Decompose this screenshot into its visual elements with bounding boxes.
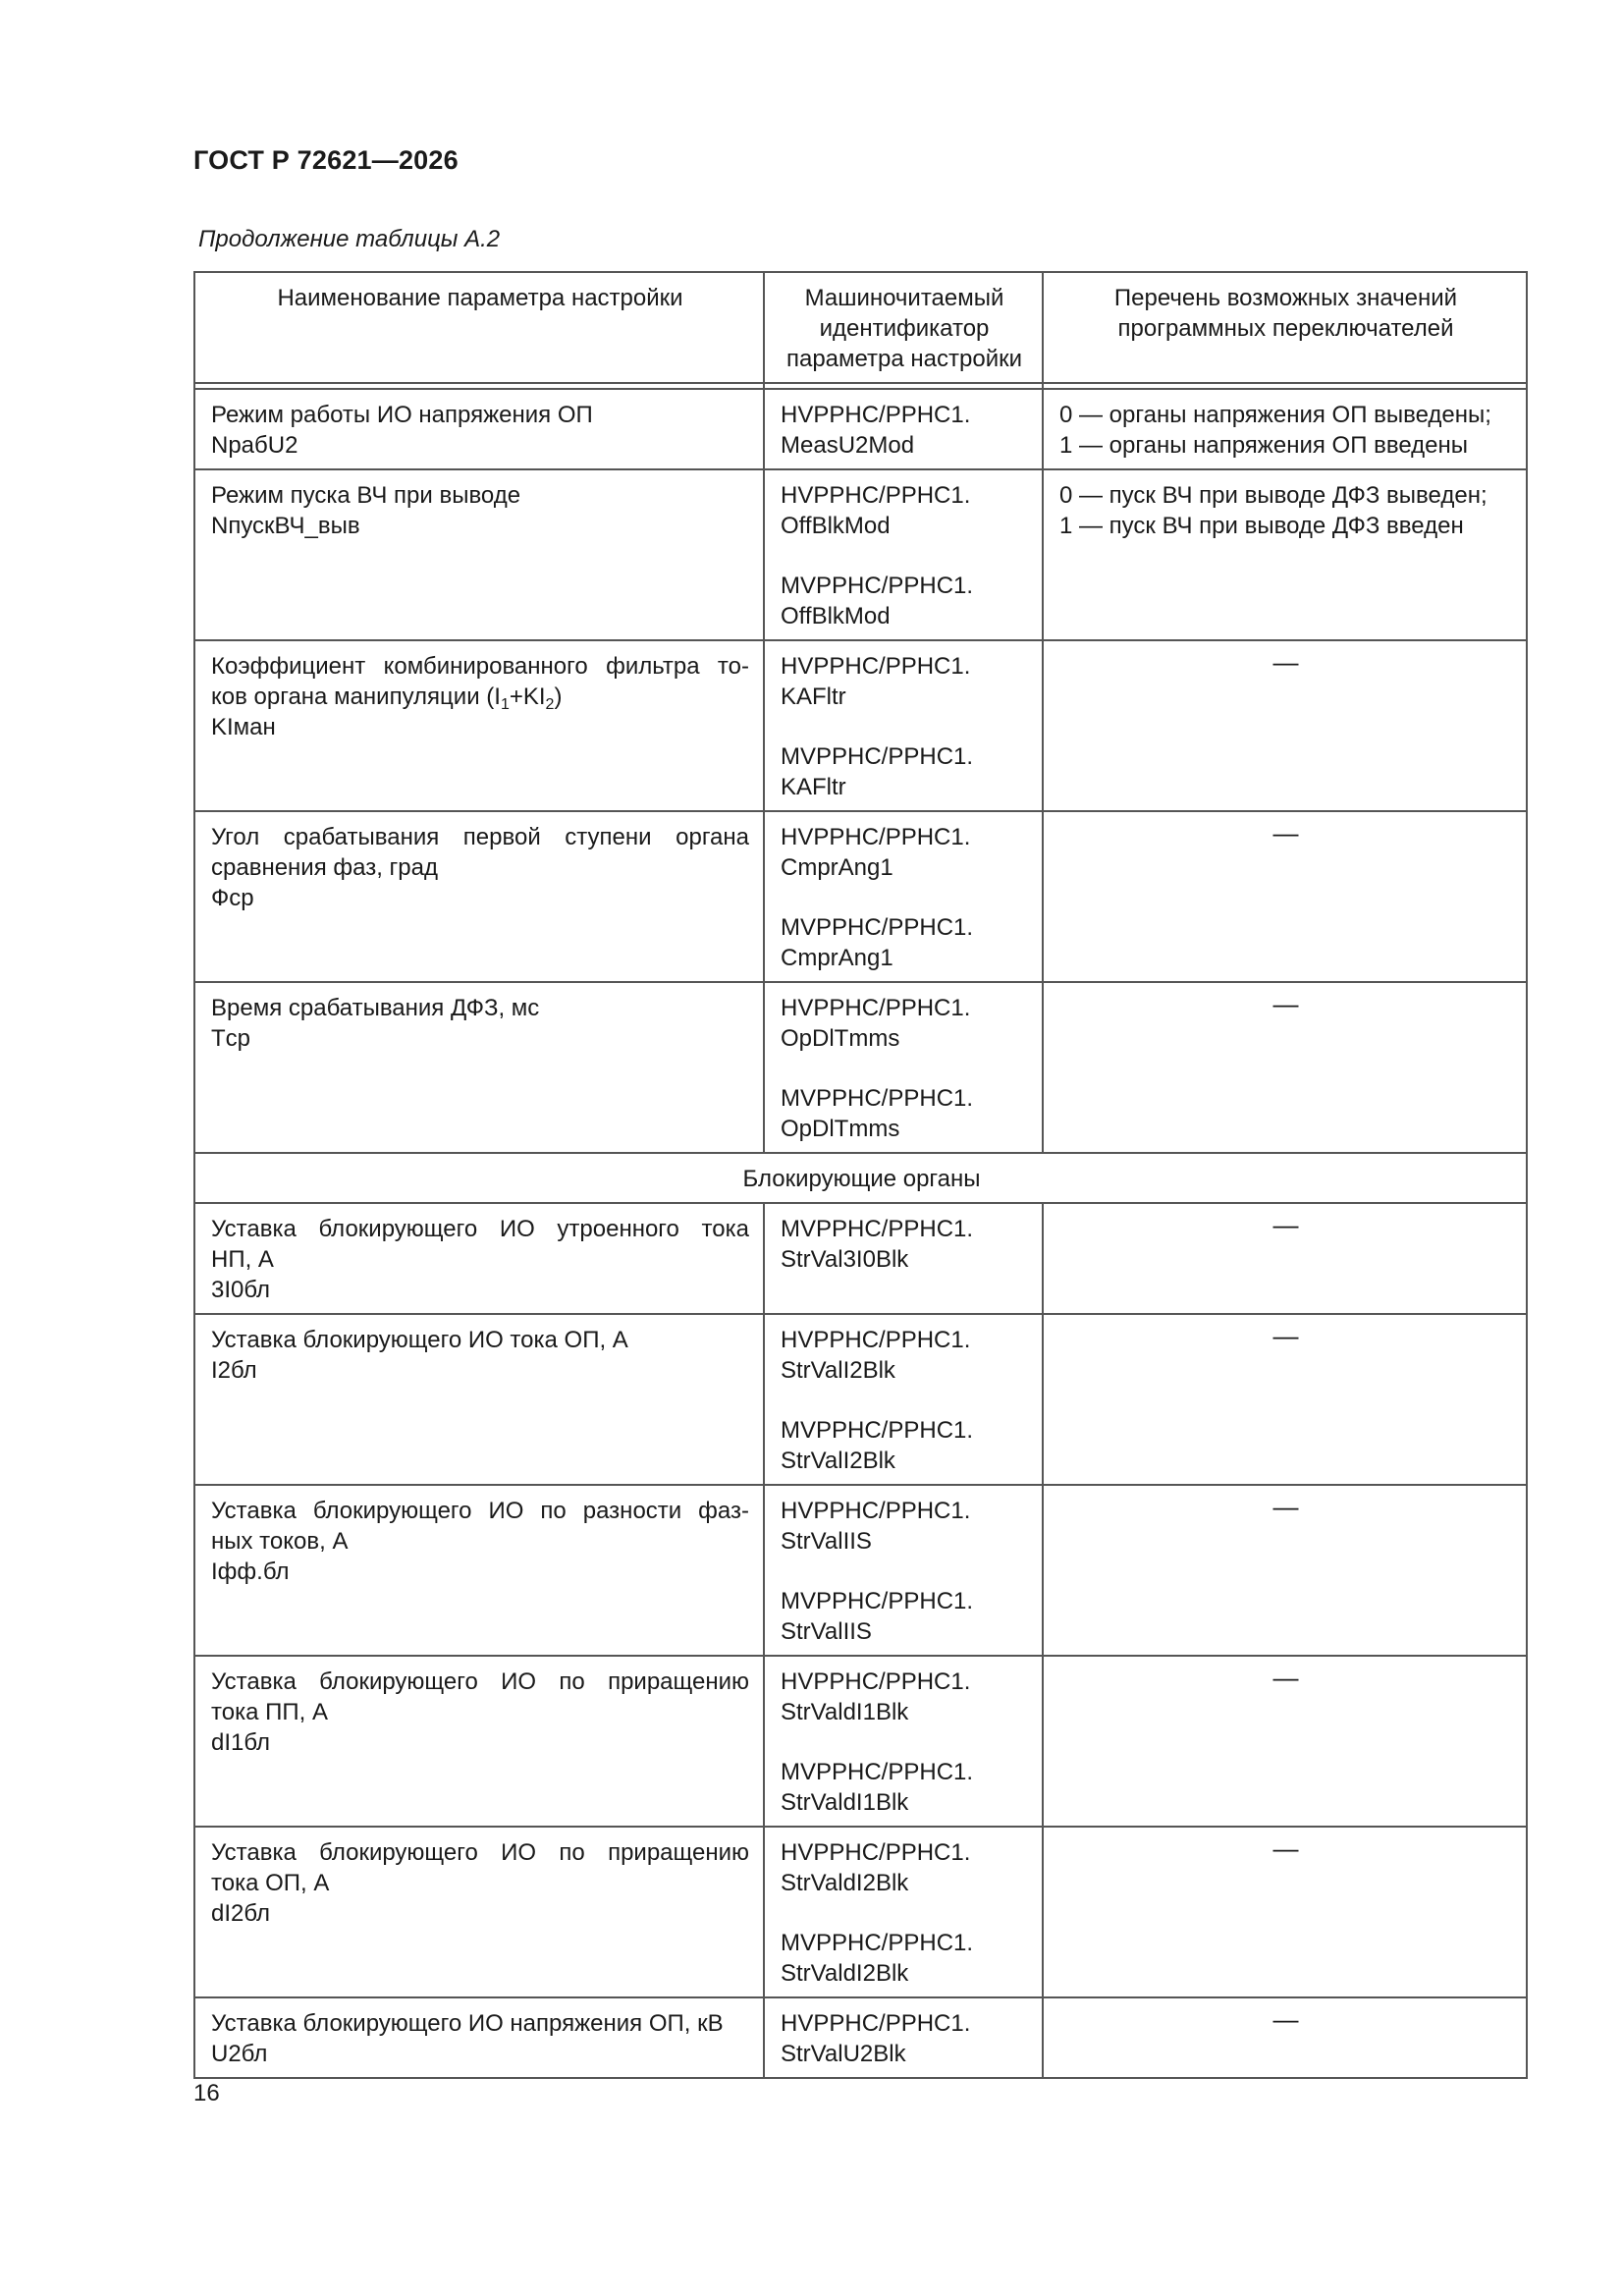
no-values-dash xyxy=(1043,1656,1527,1827)
machine-id-line: HVPPHC/PPHC1. xyxy=(781,1327,971,1353)
parameter-name-line: НП, А xyxy=(211,1246,274,1273)
header-machine-id xyxy=(764,272,1043,383)
table-body xyxy=(194,389,1527,2078)
table-head xyxy=(194,272,1527,389)
table-caption: Продолжение таблицы А.2 xyxy=(198,226,501,252)
machine-id xyxy=(781,1083,1028,1144)
machine-id xyxy=(781,651,1028,712)
header-line: параметра настройки xyxy=(785,346,1023,372)
machine-id xyxy=(781,571,1028,631)
section-title: Блокирующие органы xyxy=(194,1153,1527,1203)
possible-value-line: — xyxy=(1272,989,1299,1018)
parameter-name-line: Уставка блокирующего ИО по приращению xyxy=(211,1668,749,1695)
section-row xyxy=(194,1153,1527,1203)
machine-id-line: HVPPHC/PPHC1. xyxy=(781,995,971,1021)
machine-id-line: HVPPHC/PPHC1. xyxy=(781,653,971,680)
possible-value-line: — xyxy=(1272,1321,1299,1350)
header-line: Перечень возможных значений xyxy=(1113,285,1458,311)
table-row xyxy=(194,469,1527,640)
machine-id-line: HVPPHC/PPHC1. xyxy=(781,2010,971,2037)
header-line: идентификатор xyxy=(819,315,990,342)
machine-id xyxy=(781,741,1028,802)
parameter-name-cell xyxy=(194,811,764,982)
parameter-name-cell xyxy=(194,1485,764,1656)
parameter-code: KIман xyxy=(211,714,276,740)
machine-id-cell xyxy=(764,469,1043,640)
machine-id xyxy=(781,1415,1028,1476)
machine-id-line: MVPPHC/PPHC1. xyxy=(781,1588,974,1614)
header-line: Машиночитаемый xyxy=(804,285,1004,311)
machine-id-cell xyxy=(764,1314,1043,1485)
parameter-name-cell xyxy=(194,1656,764,1827)
machine-id-line: StrValdI2Blk xyxy=(781,1870,909,1896)
no-values-dash xyxy=(1043,1314,1527,1485)
machine-id-line: CmprAng1 xyxy=(781,945,893,971)
possible-value-line: — xyxy=(1272,1210,1299,1239)
machine-id-line: HVPPHC/PPHC1. xyxy=(781,402,971,428)
table-row xyxy=(194,1203,1527,1314)
header-line: Наименование параметра настройки xyxy=(277,285,683,311)
parameter-name-cell xyxy=(194,1203,764,1314)
formula-part: ) xyxy=(554,683,563,710)
table-row xyxy=(194,1827,1527,1997)
machine-id-line: OffBlkMod xyxy=(781,513,891,539)
machine-id-line: MVPPHC/PPHC1. xyxy=(781,743,974,770)
parameter-code: I2бл xyxy=(211,1357,257,1384)
machine-id-line: StrValIIS xyxy=(781,1618,872,1645)
possible-value-line: — xyxy=(1272,1833,1299,1863)
parameter-name-cell xyxy=(194,982,764,1153)
machine-id-line: MVPPHC/PPHC1. xyxy=(781,1930,974,1956)
machine-id-line: OpDlTmms xyxy=(781,1025,900,1052)
table-row xyxy=(194,982,1527,1153)
machine-id-line: KAFltr xyxy=(781,683,846,710)
machine-id xyxy=(781,480,1028,541)
parameter-name-cell xyxy=(194,640,764,811)
parameter-name-line: Коэффициент комбинированного фильтра то- xyxy=(211,653,749,680)
machine-id-cell xyxy=(764,982,1043,1153)
parameter-code: Iфф.бл xyxy=(211,1558,290,1585)
machine-id-cell xyxy=(764,1827,1043,1997)
parameter-name-line: тока ПП, А xyxy=(211,1699,328,1725)
machine-id-line: StrValIIS xyxy=(781,1528,872,1555)
machine-id-line: MVPPHC/PPHC1. xyxy=(781,573,974,599)
parameter-name-line: Уставка блокирующего ИО по приращению xyxy=(211,1839,749,1866)
parameter-name-line: сравнения фаз, град xyxy=(211,854,438,881)
possible-value-line: — xyxy=(1272,647,1299,677)
machine-id xyxy=(781,1325,1028,1386)
machine-id xyxy=(781,912,1028,973)
document-header: ГОСТ Р 72621—2026 xyxy=(193,145,459,175)
machine-id-line: MVPPHC/PPHC1. xyxy=(781,1216,974,1242)
header-row xyxy=(194,272,1527,383)
machine-id xyxy=(781,1496,1028,1557)
possible-value-line: 1 — органы напряжения ОП введены xyxy=(1059,432,1469,459)
table-row xyxy=(194,640,1527,811)
no-values-dash xyxy=(1043,811,1527,982)
machine-id-cell xyxy=(764,640,1043,811)
machine-id-line: StrValdI2Blk xyxy=(781,1960,909,1987)
possible-values-cell xyxy=(1043,469,1527,640)
machine-id xyxy=(781,2008,1028,2069)
no-values-dash xyxy=(1043,982,1527,1153)
parameter-code: NпускВЧ_выв xyxy=(211,513,360,539)
parameter-code: dI1бл xyxy=(211,1729,271,1756)
table-row xyxy=(194,1485,1527,1656)
header-parameter-name xyxy=(194,272,764,383)
parameter-name-line: ных токов, А xyxy=(211,1528,349,1555)
table-row xyxy=(194,389,1527,469)
parameter-code: Фср xyxy=(211,885,254,911)
machine-id-line: StrValI2Blk xyxy=(781,1448,895,1474)
parameter-code: Tср xyxy=(211,1025,251,1052)
parameter-name-line: Угол срабатывания первой ступени органа xyxy=(211,824,749,850)
machine-id-line: StrValI2Blk xyxy=(781,1357,895,1384)
machine-id-line: KAFltr xyxy=(781,774,846,800)
machine-id-line: HVPPHC/PPHC1. xyxy=(781,824,971,850)
parameter-name-line: Режим работы ИО напряжения ОП xyxy=(211,402,593,428)
machine-id-line: MeasU2Mod xyxy=(781,432,915,459)
machine-id xyxy=(781,1837,1028,1898)
machine-id-cell xyxy=(764,1203,1043,1314)
machine-id-line: StrValdI1Blk xyxy=(781,1789,909,1816)
parameter-name-line: Уставка блокирующего ИО по разности фаз- xyxy=(211,1498,749,1524)
machine-id-line: HVPPHC/PPHC1. xyxy=(781,482,971,509)
possible-value-line: — xyxy=(1272,1492,1299,1521)
possible-value-line: 0 — пуск ВЧ при выводе ДФЗ выведен; xyxy=(1059,482,1488,509)
parameter-code: NрабU2 xyxy=(211,432,298,459)
subscript: 2 xyxy=(545,696,555,713)
possible-value-line: — xyxy=(1272,818,1299,847)
parameter-name-cell xyxy=(194,469,764,640)
table-row xyxy=(194,811,1527,982)
parameter-name-line: Уставка блокирующего ИО тока ОП, А xyxy=(211,1327,628,1353)
machine-id xyxy=(781,822,1028,883)
machine-id xyxy=(781,1757,1028,1818)
machine-id-line: OffBlkMod xyxy=(781,603,891,629)
formula-part: +KI xyxy=(509,683,546,710)
parameter-name-line: Уставка блокирующего ИО напряжения ОП, кВ xyxy=(211,2010,724,2037)
machine-id xyxy=(781,400,1028,461)
settings-table xyxy=(193,271,1528,2079)
machine-id-line: HVPPHC/PPHC1. xyxy=(781,1668,971,1695)
parameter-code: 3I0бл xyxy=(211,1277,271,1303)
parameter-name-cell xyxy=(194,389,764,469)
possible-values-cell xyxy=(1043,389,1527,469)
header-possible-values xyxy=(1043,272,1527,383)
machine-id-line: StrVal3I0Blk xyxy=(781,1246,909,1273)
possible-value-line: 1 — пуск ВЧ при выводе ДФЗ введен xyxy=(1059,513,1464,539)
parameter-name-cell xyxy=(194,1827,764,1997)
machine-id-line: CmprAng1 xyxy=(781,854,893,881)
subscript: 1 xyxy=(500,696,510,713)
possible-value-line: — xyxy=(1272,1663,1299,1692)
table-row xyxy=(194,1656,1527,1827)
parameter-code: U2бл xyxy=(211,2041,268,2067)
no-values-dash xyxy=(1043,1997,1527,2078)
no-values-dash xyxy=(1043,640,1527,811)
machine-id-line: MVPPHC/PPHC1. xyxy=(781,1759,974,1785)
table-row xyxy=(194,1997,1527,2078)
possible-value-line: 0 — органы напряжения ОП выведены; xyxy=(1059,402,1491,428)
no-values-dash xyxy=(1043,1485,1527,1656)
possible-value-line: — xyxy=(1272,2004,1299,2034)
machine-id-line: OpDlTmms xyxy=(781,1116,900,1142)
machine-id-line: MVPPHC/PPHC1. xyxy=(781,914,974,941)
parameter-name-line: Режим пуска ВЧ при выводе xyxy=(211,482,521,509)
parameter-name-cell xyxy=(194,1314,764,1485)
machine-id-line: StrValU2Blk xyxy=(781,2041,906,2067)
machine-id xyxy=(781,993,1028,1054)
machine-id-cell xyxy=(764,389,1043,469)
machine-id-line: MVPPHC/PPHC1. xyxy=(781,1417,974,1444)
parameter-name-cell xyxy=(194,1997,764,2078)
no-values-dash xyxy=(1043,1203,1527,1314)
machine-id xyxy=(781,1214,1028,1275)
machine-id-line: MVPPHC/PPHC1. xyxy=(781,1085,974,1112)
header-line: программных переключателей xyxy=(1117,315,1454,342)
machine-id-cell xyxy=(764,1997,1043,2078)
machine-id-cell xyxy=(764,1485,1043,1656)
page-number: 16 xyxy=(193,2080,220,2106)
no-values-dash xyxy=(1043,1827,1527,1997)
table-row xyxy=(194,1314,1527,1485)
parameter-name-line: тока ОП, А xyxy=(211,1870,330,1896)
formula-part: ков органа манипуляции (I xyxy=(211,683,501,710)
machine-id xyxy=(781,1586,1028,1647)
machine-id-cell xyxy=(764,811,1043,982)
parameter-name-line: Время срабатывания ДФЗ, мс xyxy=(211,995,540,1021)
machine-id-line: HVPPHC/PPHC1. xyxy=(781,1839,971,1866)
parameter-name-line: Уставка блокирующего ИО утроенного тока xyxy=(211,1216,749,1242)
parameter-code: dI2бл xyxy=(211,1900,271,1927)
parameter-name-line xyxy=(211,682,749,712)
machine-id-line: StrValdI1Blk xyxy=(781,1699,909,1725)
machine-id xyxy=(781,1928,1028,1989)
machine-id xyxy=(781,1667,1028,1727)
machine-id-line: HVPPHC/PPHC1. xyxy=(781,1498,971,1524)
machine-id-cell xyxy=(764,1656,1043,1827)
